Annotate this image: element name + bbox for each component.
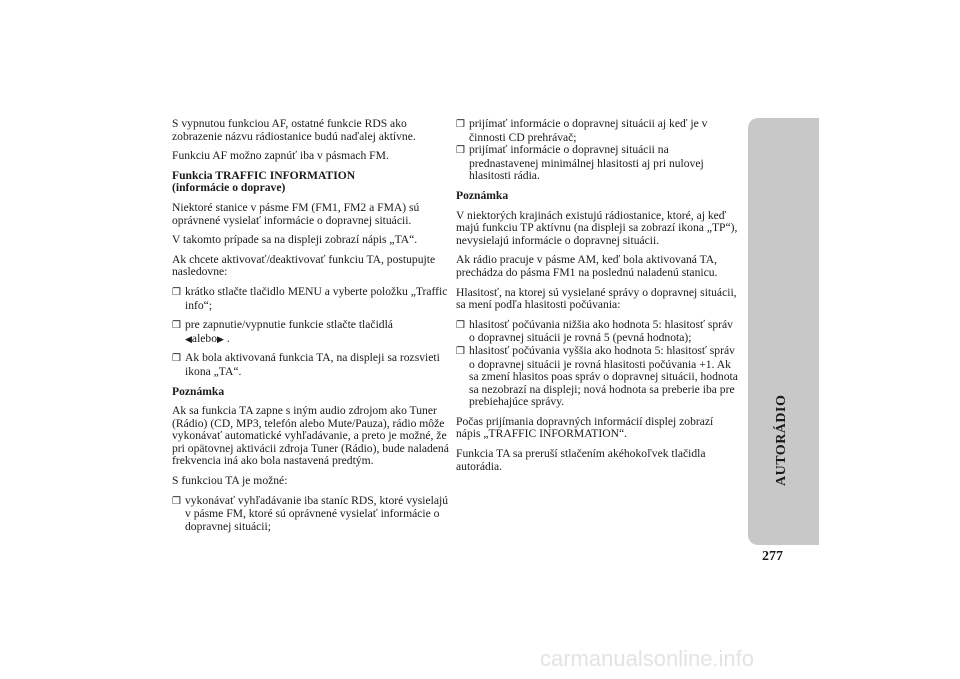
list-item-text: hlasitosť počúvania nižšia ako hodnota 5: hlasitosť správ o dopravnej situácii je rovná 5 (pevná hodnota); (469, 317, 733, 345)
list-item (456, 118, 740, 144)
bullet-icon: ❒ (456, 345, 465, 357)
paragraph: S vypnutou funkciou AF, ostatné funkcie RDS ako zobrazenie názvu rádiostanice budú naďalej aktívne. (172, 117, 416, 143)
bullet-icon: ❒ (172, 495, 181, 507)
note-heading: Poznámka (172, 384, 225, 398)
section-heading: Funkcia TRAFFIC INFORMATION (172, 168, 356, 182)
paragraph: Funkciu AF možno zapnúť iba v pásmach FM. (172, 149, 389, 163)
list-item (172, 352, 456, 378)
list-item-text: . (226, 331, 230, 345)
paragraph: Ak sa funkcia TA zapne s iným audio zdrojom ako Tuner (Rádio) (CD, MP3, telefón alebo Mute/Pauza), rádio môže vykonávať automatické vyhľadávanie, a preto je možné, že pri opätovnej aktivácii zdroja Tuner (Rádio), bude naladená frekvencia iná ako bola nastavená predtým. (172, 404, 449, 468)
chapter-label: AUTORÁDIO (774, 394, 789, 486)
list-item (456, 319, 740, 345)
list-item-text: pre zapnutie/vypnutie funkcie stlačte tlačidlá (185, 318, 393, 332)
paragraph: Funkcia TA sa preruší stlačením akéhokoľvek tlačidla autorádia. (456, 447, 706, 473)
paragraph: Počas prijímania dopravných informácií displej zobrazí nápis „TRAFFIC INFORMATION“. (456, 414, 714, 441)
left-column (172, 118, 456, 540)
right-column (456, 118, 740, 480)
watermark: carmanualsonline.info (540, 646, 755, 671)
paragraph: V takomto prípade sa na displeji zobrazí nápis „TA“. (172, 233, 418, 247)
list-item (172, 495, 456, 534)
bullet-icon: ❒ (172, 353, 181, 365)
list-item (456, 144, 740, 183)
list-item-text: krátko stlačte tlačidlo MENU a vyberte položku „Traffic info“; (185, 284, 448, 312)
bullet-icon: ❒ (456, 145, 465, 157)
paragraph: V niektorých krajinách existujú rádiostanice, ktoré, aj keď majú funkciu TP aktívnu (na displeji sa zobrazí ikona „TP“), nevysielajú informácie o dopravnej situácii. (456, 208, 738, 247)
list-item (172, 286, 456, 312)
page-number: 277 (762, 549, 783, 564)
paragraph: Ak chcete aktivovať/deaktivovať funkciu TA, postupujte nasledovne: (172, 252, 436, 279)
list-item-text: hlasitosť počúvania vyššia ako hodnota 5: hlasitosť správ o dopravnej situácii je rovná hlasitosti počúvania +1. Ak sa zmení hlasitos poas správ o dopravnej situácii, hodnota sa nezobrazí na displeji; nová hodnota sa preberie iba pre prebiehajúce správy. (469, 343, 738, 409)
bullet-icon: ❒ (456, 119, 465, 130)
list-item-text: Ak bola aktivovaná funkcia TA, na displeji sa rozsvieti ikona „TA“. (185, 351, 440, 378)
list-item-text: vykonávať vyhľadávanie iba staníc RDS, ktoré vysielajú v pásme FM, ktoré sú oprávnené vysielať informácie o dopravnej situácii; (185, 493, 449, 533)
list-item (456, 345, 740, 409)
list-item (172, 319, 456, 345)
bullet-icon: ❒ (172, 286, 181, 298)
paragraph: Ak rádio pracuje v pásme AM, keď bola aktivovaná TA, prechádza do pásma FM1 na poslednú naladenú stanicu. (456, 253, 718, 279)
chapter-sidebar (748, 118, 819, 545)
paragraph: Hlasitosť, na ktorej sú vysielané správy o dopravnej situácii, sa mení podľa hlasitosti počúvania: (456, 285, 737, 312)
list-item-text: prijímať informácie o dopravnej situácii aj keď je v činnosti CD prehrávač; (469, 117, 708, 144)
list-item-text: alebo (191, 331, 218, 345)
right-arrow-icon: ▶ (217, 333, 224, 344)
paragraph: Niektoré stanice v pásme FM (FM1, FM2 a FMA) sú oprávnené vysielať informácie o dopravnej situácii. (172, 200, 420, 227)
left-arrow-icon: ◀ (185, 333, 192, 344)
note-heading: Poznámka (456, 188, 509, 202)
list-item-text: prijímať informácie o dopravnej situácii na prednastavenej minimálnej hlasitosti aj pri nulovej hlasitosti rádia. (469, 143, 704, 183)
section-subheading: (informácie o doprave) (172, 181, 286, 195)
bullet-icon: ❒ (456, 319, 465, 331)
bullet-icon: ❒ (172, 320, 181, 332)
paragraph: S funkciou TA je možné: (172, 474, 288, 488)
